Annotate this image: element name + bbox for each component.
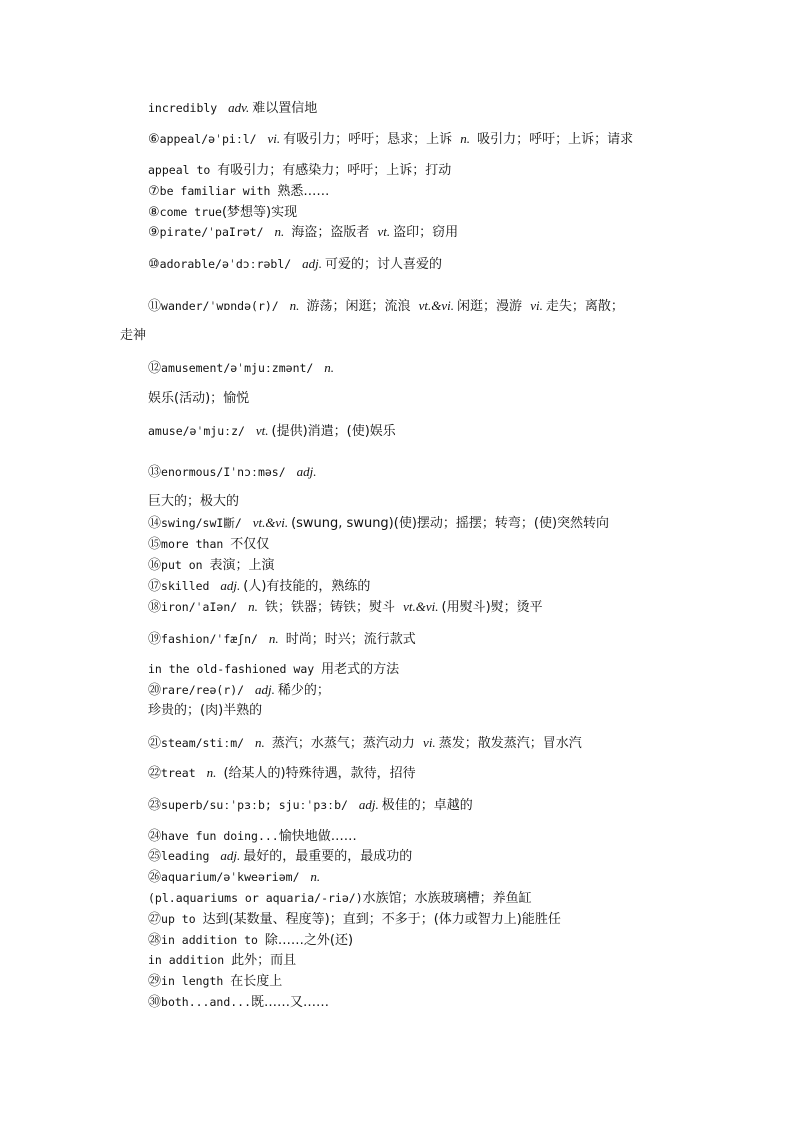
vocab-entry-leading: ㉕leading adj. 最好的，最重要的，最成功的 bbox=[148, 848, 413, 864]
vocab-entry-enormous-meaning: 巨大的；极大的 bbox=[148, 494, 240, 509]
vocab-entry-skilled: ⑰skilled adj. (人)有技能的，熟练的 bbox=[148, 578, 371, 594]
vocab-entry-rare-cont: 珍贵的；(肉)半熟的 bbox=[148, 703, 263, 718]
vocab-entry-wander: ⑪wander/ˈwɒndə(r)/ n. 游荡；闲逛；流浪 vt.&vi. 闲逛；漫游 vi. 走失；离散； bbox=[148, 298, 624, 314]
vocab-entry-enormous: ⑬enormous/Iˈnɔːməs/ adj. bbox=[148, 464, 317, 480]
vocab-entry-aquarium: ㉖aquarium/əˈkweəriəm/ n. bbox=[148, 869, 321, 885]
vocab-entry-appeal-to: appeal to 有吸引力；有感染力；呼吁；上诉；打动 bbox=[148, 163, 452, 178]
vocab-entry-have-fun-doing: ㉔have fun doing...愉快地做…… bbox=[148, 829, 357, 844]
vocab-entry-put-on: ⑯put on 表演；上演 bbox=[148, 558, 275, 573]
vocab-entry-fashion: ⑲fashion/ˈfæʃn/ n. 时尚；时兴；流行款式 bbox=[148, 631, 416, 647]
vocab-entry-treat: ㉒treat n. (给某人的)特殊待遇，款待，招待 bbox=[148, 765, 416, 781]
vocab-entry-rare: ⑳rare/reə(r)/ adj. 稀少的； bbox=[148, 682, 330, 698]
vocab-entry-in-addition-to: ㉘in addition to 除……之外(还) bbox=[148, 933, 354, 948]
vocab-entry-appeal: ⑥appeal/əˈpiːl/ vi. 有吸引力；呼吁；恳求；上诉 n. 吸引力；呼吁；上诉；请求 bbox=[148, 131, 634, 147]
vocab-entry-amusement-meaning: 娱乐(活动)；愉悦 bbox=[148, 391, 250, 406]
vocab-entry-adorable: ⑩adorable/əˈdɔːrəbl/ adj. 可爱的；讨人喜爱的 bbox=[148, 256, 443, 272]
vocab-entry-aquarium-plural: (pl.aquariums or aquaria/-riə/)水族馆；水族玻璃槽；养鱼缸 bbox=[148, 891, 532, 906]
vocab-entry-up-to: ㉗up to 达到(某数量、程度等)；直到；不多于；(体力或智力上)能胜任 bbox=[148, 912, 561, 927]
vocab-entry-amuse: amuse/əˈmjuːz/ vt. (提供)消遣；(使)娱乐 bbox=[148, 423, 396, 439]
vocab-entry-wander-cont: 走神 bbox=[120, 328, 147, 343]
vocab-entry-pirate: ⑨pirate/ˈpaIrət/ n. 海盗；盗版者 vt. 盗印；窃用 bbox=[148, 224, 459, 240]
vocab-entry-in-length: ㉙in length 在长度上 bbox=[148, 974, 283, 989]
vocab-entry-iron: ⑱iron/ˈaIən/ n. 铁；铁器；铸铁；熨斗 vt.&vi. (用熨斗)熨；烫平 bbox=[148, 599, 543, 615]
vocab-entry-amusement: ⑫amusement/əˈmjuːzmənt/ n. bbox=[148, 360, 335, 376]
vocab-entry-both-and: ㉚both...and...既……又…… bbox=[148, 995, 330, 1010]
vocab-entry-be-familiar-with: ⑦be familiar with 熟悉…… bbox=[148, 184, 330, 199]
vocab-entry-swing: ⑭swing/swI斷/ vt.&vi. (swung, swung)(使)摆动；摇摆；转弯；(使)突然转向 bbox=[148, 515, 610, 531]
vocab-entry-old-fashioned-way: in the old-fashioned way 用老式的方法 bbox=[148, 662, 400, 677]
vocab-entry-superb: ㉓superb/suːˈpɜːb; sjuːˈpɜːb/ adj. 极佳的；卓越的 bbox=[148, 797, 473, 813]
vocab-entry-incredibly: incredibly adv. 难以置信地 bbox=[148, 100, 318, 116]
vocab-entry-steam: ㉑steam/stiːm/ n. 蒸汽；水蒸气；蒸汽动力 vi. 蒸发；散发蒸汽；冒水汽 bbox=[148, 735, 582, 751]
vocab-entry-come-true: ⑧come true(梦想等)实现 bbox=[148, 205, 298, 220]
vocab-entry-more-than: ⑮more than 不仅仅 bbox=[148, 537, 270, 552]
vocab-entry-in-addition: in addition 此外；而且 bbox=[148, 953, 297, 968]
